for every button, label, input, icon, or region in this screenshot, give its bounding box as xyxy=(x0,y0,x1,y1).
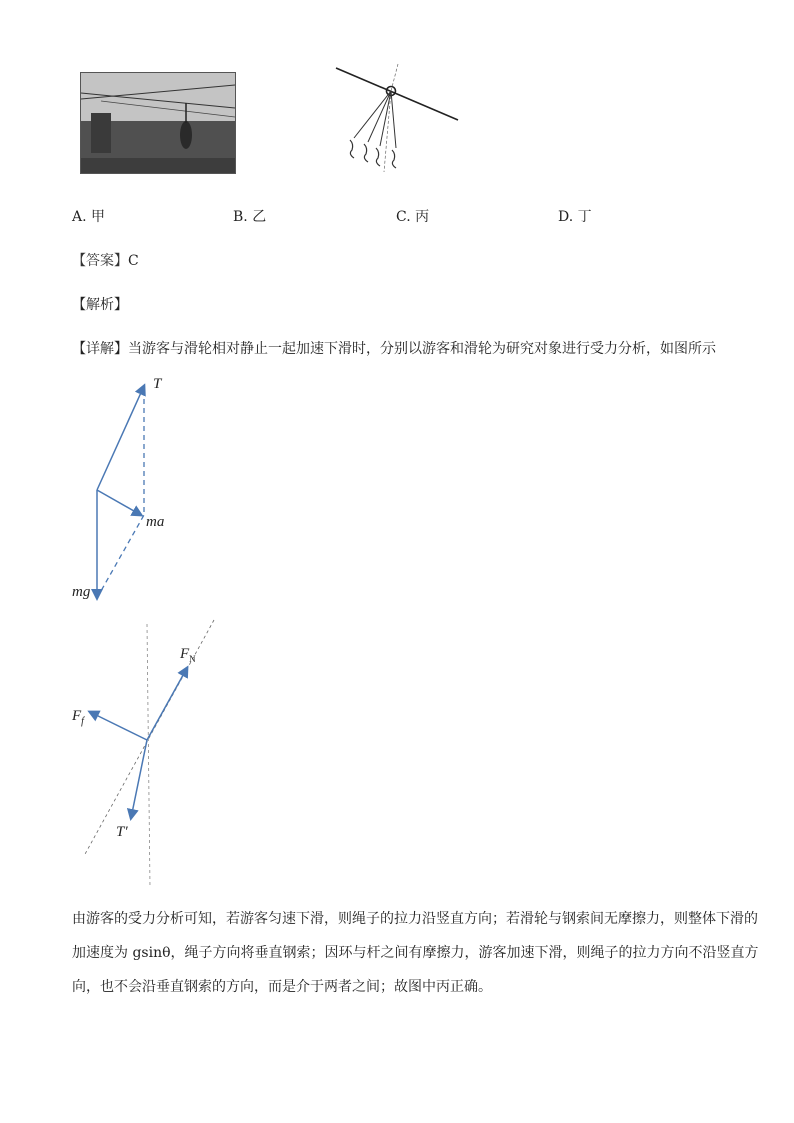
arrow-Ff xyxy=(90,712,147,740)
force-diagram-tourist-svg xyxy=(60,372,220,612)
dashed-mg-ma xyxy=(97,515,144,598)
pulley-sketch xyxy=(330,62,465,177)
option-a[interactable]: A. 甲 xyxy=(72,209,106,225)
label-mg: mg xyxy=(72,584,91,600)
label-Tprime: T′ xyxy=(116,824,128,840)
label-FN xyxy=(180,646,196,664)
option-b[interactable]: B. 乙 xyxy=(233,209,267,225)
option-d[interactable]: D. 丁 xyxy=(558,209,592,225)
force-diagram-pulley-svg xyxy=(60,612,240,892)
conclusion-paragraph: 由游客的受力分析可知，若游客匀速下滑，则绳子的拉力沿竖直方向；若滑轮与钢索间无摩擦力，则整体下滑的加速度为 gsinθ，绳子方向将垂直钢索；因环与杆之间有摩擦力，游客加速下滑，则绳子的拉力方向不沿竖直方向，也不会沿垂直钢索的方向，而是介于两者之间；故图中丙正确。 xyxy=(72,911,759,995)
label-Ff-main: F xyxy=(72,708,82,724)
vertical-reference-line xyxy=(147,624,150,888)
arrow-T xyxy=(97,386,144,490)
detail-line xyxy=(72,338,716,360)
force-diagram-tourist xyxy=(60,372,220,612)
zipline-photo-art xyxy=(81,73,235,173)
answer-value: C xyxy=(128,253,139,269)
answer-tag: 【答案】 xyxy=(72,253,128,269)
pulley-sketch-art xyxy=(330,62,465,177)
label-Ff xyxy=(72,708,84,727)
analysis-tag: 【解析】 xyxy=(72,297,128,313)
arrow-FN xyxy=(147,668,187,740)
label-ma: ma xyxy=(146,514,165,530)
answer-line xyxy=(72,250,139,270)
label-Ff-sub: f xyxy=(81,716,84,727)
label-FN-main: F xyxy=(180,646,190,662)
arrow-Tp xyxy=(131,740,147,818)
label-FN-sub: N xyxy=(189,654,196,664)
zipline-photo xyxy=(80,72,236,174)
detail-tag: 【详解】 xyxy=(72,341,128,357)
label-T: T xyxy=(153,376,162,392)
option-c[interactable]: C. 丙 xyxy=(396,209,430,225)
arrow-ma xyxy=(97,490,141,515)
detail-text: 当游客与滑轮相对静止一起加速下滑时，分别以游客和滑轮为研究对象进行受力分析，如图所示 xyxy=(128,341,716,357)
force-diagram-pulley xyxy=(60,612,240,892)
